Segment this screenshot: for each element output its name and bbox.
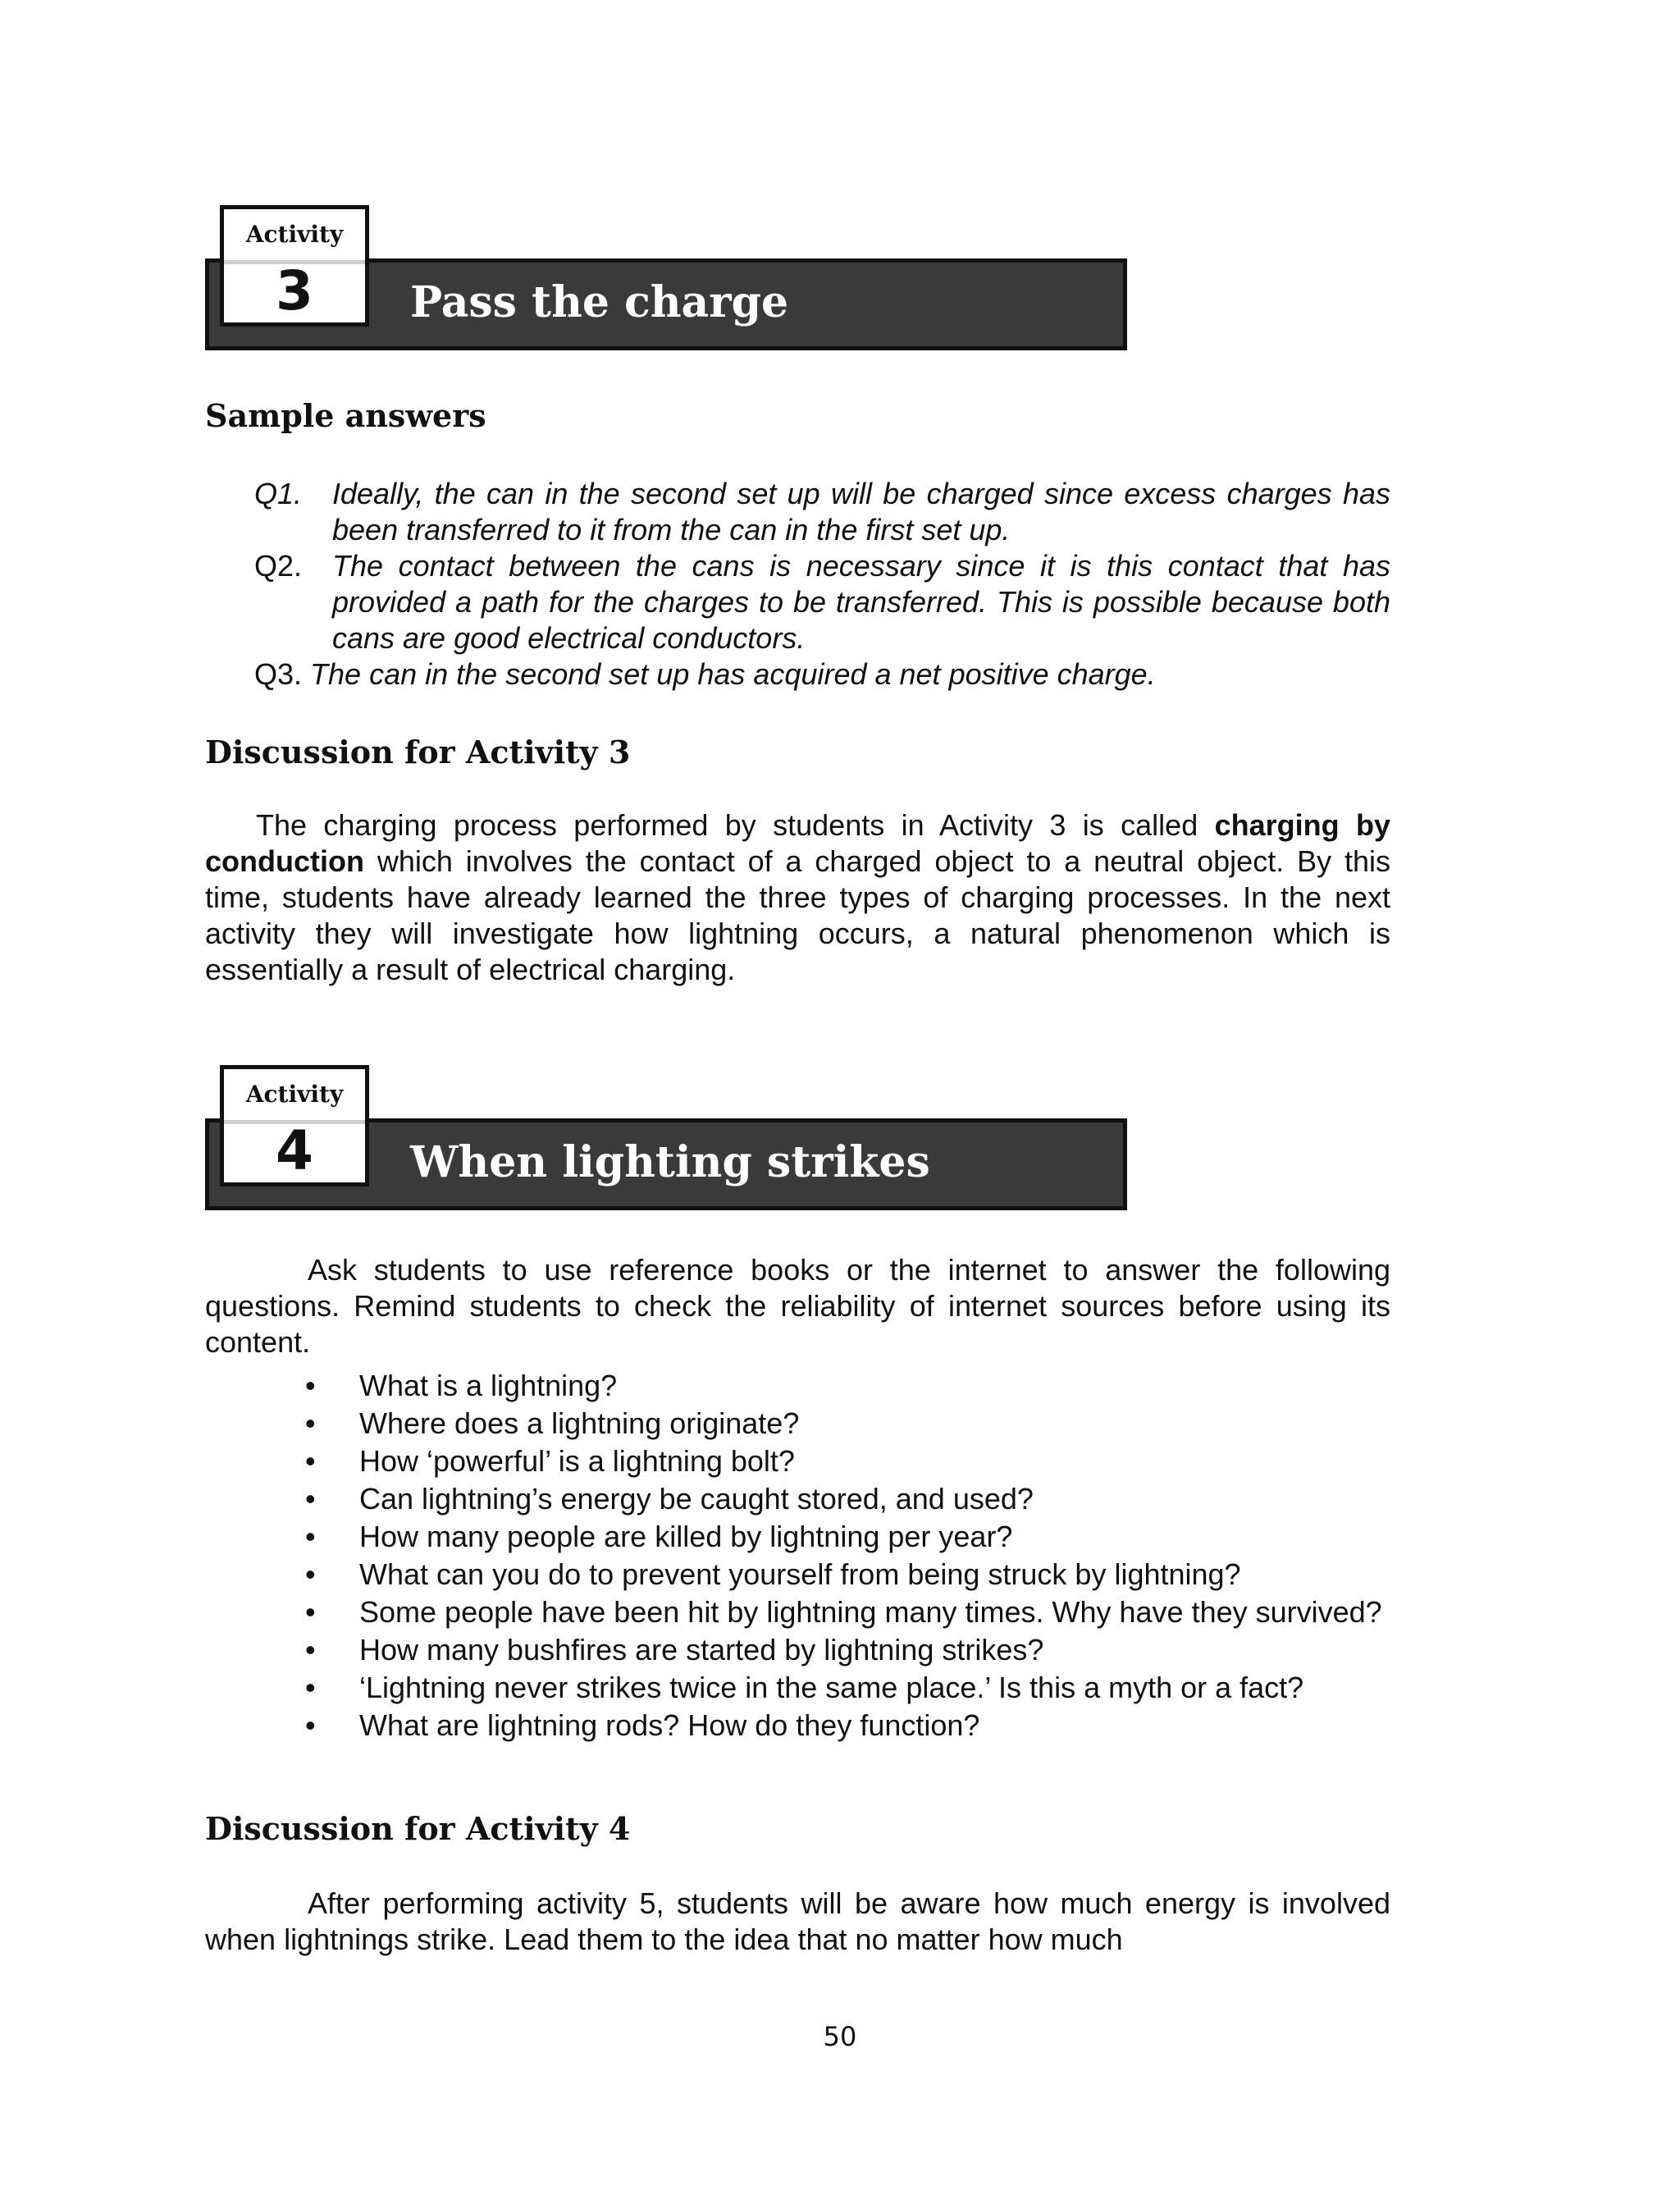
list-item [304,1556,1390,1593]
activity-number-tab [220,1065,369,1186]
answer-number: Q3. [254,657,303,691]
discussion-4-text: After performing activity 5, students will be aware how much energy is involved when lightnings strike. Lead them to the idea that no matter how much [205,1886,1390,1956]
activity-title: Pass the charge [410,277,789,327]
activity-3-banner [205,205,1132,327]
list-item [304,1631,1390,1669]
discussion-3-text-end: which involves the contact of a charged object to a neutral object. By this time, students have already learned the three types of charging processes. In the next activity they will investigate how lightning occurs, a natural phenomenon which is essentially a result of electrical charging. [205,844,1390,986]
activity-label: Activity [245,1081,344,1108]
question-text: What is a lightning? [359,1369,618,1402]
activity-4-banner [205,1065,1132,1187]
discussion-3-text [205,807,1390,988]
bullet-icon: • [305,1406,316,1440]
discussion-3-heading: Discussion for Activity 3 [205,734,631,770]
list-item [304,1669,1390,1707]
bullet-icon: • [305,1369,316,1402]
list-item [304,1405,1390,1442]
bold-term: charging by conduction [205,808,1390,878]
bullet-icon: • [305,1633,316,1667]
page-number: 50 [823,2021,857,2052]
answer-text: The can in the second set up has acquired a net positive charge. [310,657,1156,691]
answer-number: Q2. [254,549,303,583]
answer-text: Ideally, the can in the second set up will be charged since excess charges has been transferred to it from the can in the first set up. [332,477,1390,546]
bullet-icon: • [305,1520,316,1553]
question-text: Where does a lightning originate? [359,1406,800,1440]
question-text: Can lightning’s energy be caught stored, and used? [359,1482,1034,1516]
question-text: How many people are killed by lightning per year? [359,1520,1013,1553]
discussion-4-heading: Discussion for Activity 4 [205,1810,631,1847]
activity-title: When lighting strikes [410,1137,930,1187]
activity-number: 4 [276,1119,313,1182]
answer-item [254,476,1390,548]
bullet-icon: • [305,1671,316,1704]
activity-number-tab [220,205,369,327]
list-item [304,1367,1390,1405]
question-text: Some people have been hit by lightning many times. Why have they survived? [359,1595,1382,1629]
question-list [304,1367,1390,1744]
list-item [304,1707,1390,1744]
list-item [304,1593,1390,1631]
bullet-icon: • [305,1557,316,1591]
bullet-icon: • [305,1708,316,1742]
activity-4-intro: Ask students to use reference books or the internet to answer the following questions. Remind students to check the reliability of internet sources before using its content. [205,1253,1390,1359]
question-text: How many bushfires are started by lightning strikes? [359,1633,1044,1667]
list-item [304,1480,1390,1518]
answer-item [254,656,1390,693]
list-item [304,1442,1390,1480]
sample-answers-heading: Sample answers [205,397,486,434]
bullet-icon: • [305,1595,316,1629]
answer-item [254,548,1390,656]
question-text: What can you do to prevent yourself from being struck by lightning? [359,1557,1241,1591]
activity-number: 3 [276,259,313,322]
bullet-icon: • [305,1482,316,1516]
discussion-3-text-start: The charging process performed by students in Activity 3 is called [256,808,1215,842]
question-text: How ‘powerful’ is a lightning bolt? [359,1444,795,1478]
bullet-icon: • [305,1444,316,1478]
answer-number: Q1. [254,477,303,510]
answer-text: The contact between the cans is necessary since it is this contact that has provided a path for the charges to be transferred. This is possible because both cans are good electrical conductors. [332,549,1390,655]
sample-answers-list [254,476,1390,693]
question-text: What are lightning rods? How do they function? [359,1708,980,1742]
question-text: ‘Lightning never strikes twice in the same place.’ Is this a myth or a fact? [359,1671,1304,1704]
activity-label: Activity [245,221,344,248]
list-item [304,1518,1390,1556]
